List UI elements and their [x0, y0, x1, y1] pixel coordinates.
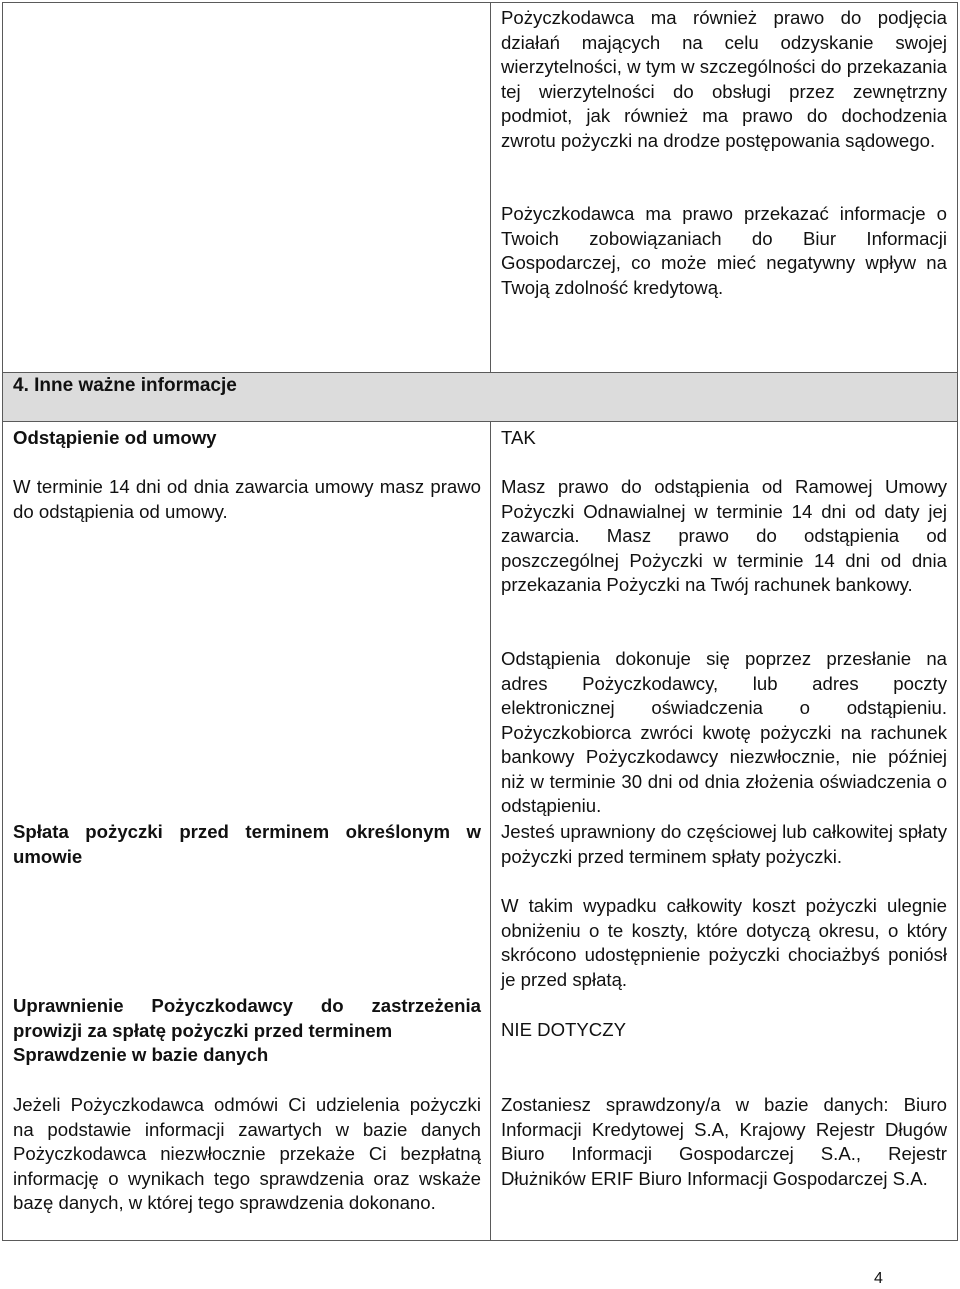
table-border-bottom [2, 1240, 958, 1241]
database-label: Sprawdzenie w bazie danych [13, 1044, 269, 1065]
withdrawal-description: W terminie 14 dni od dnia zawarcia umowy masz prawo do odstąpienia od umowy. [13, 476, 481, 522]
table-column-divider-top [490, 2, 491, 373]
database-description: Jeżeli Pożyczkodawca odmówi Ci udzielenia pożyczki na podstawie informacji zawartych w bazie danych Pożyczkodawca niezwłocznie przekaże Ci bezpłatną informację o wynikach tego sprawdzenia oraz wskaże bazę danych, w której tego sprawdzenia dokonano. [13, 1094, 481, 1213]
withdrawal-value: TAK [501, 427, 536, 448]
early-repayment-cost: W takim wypadku całkowity koszt pożyczki ulegnie obniżeniu o te koszty, które dotyczą okresu, o który skrócono udostępnienie pożyczki chociażbyś poniósł je przed spłatą. [501, 895, 947, 990]
table-border-right [957, 2, 958, 1241]
table-column-divider-bottom [490, 421, 491, 1241]
database-list: Zostaniesz sprawdzony/a w bazie danych: Biuro Informacji Kredytowej S.A, Krajowy Rejestr Długów Biuro Informacji Gospodarczej S.A., Rejestr Dłużników ERIF Biuro Informacji Gospodarczej S.A. [501, 1094, 947, 1189]
early-repayment-right: Jesteś uprawniony do częściowej lub całkowitej spłaty pożyczki przed terminem spłaty pożyczki. [501, 821, 947, 867]
withdrawal-procedure: Odstąpienia dokonuje się poprzez przesłanie na adres Pożyczkodawcy, lub adres poczty elektronicznej oświadczenia o odstąpieniu. Pożyczkobiorca zwróci kwotę pożyczki na rachunek bankowy Pożyczkodawcy niezwłocznie, nie później niż w terminie 30 dni od dnia złożenia oświadczenia o odstąpieniu. [501, 648, 947, 816]
withdrawal-terms: Masz prawo do odstąpienia od Ramowej Umowy Pożyczki Odnawialnej w terminie 14 dni od daty jej zawarcia. Masz prawo do odstąpienia od poszczególnej Pożyczki w terminie 14 dni od dnia przekazania Pożyczki na Twój rachunek bankowy. [501, 476, 947, 595]
credit-bureau-paragraph: Pożyczkodawca ma prawo przekazać informacje o Twoich zobowiązaniach do Biur Informacji Gospodarczej, co może mieć negatywny wpływ na Twoją zdolność kredytową. [501, 203, 947, 298]
table-border-section-bottom [2, 421, 958, 422]
commission-value: NIE DOTYCZY [501, 1019, 626, 1040]
withdrawal-label: Odstąpienie od umowy [13, 427, 217, 448]
early-repayment-label: Spłata pożyczki przed terminem określonym w umowie [13, 821, 481, 867]
table-border-top [2, 2, 958, 3]
enforcement-paragraph: Pożyczkodawca ma również prawo do podjęcia działań mających na celu odzyskanie swojej wierzytelności, w tym w szczególności do przekazania tej wierzytelności do obsługi przez zewnętrzny podmiot, jak również ma prawo do dochodzenia zwrotu pożyczki na drodze postępowania sądowego. [501, 7, 947, 151]
page-number: 4 [874, 1270, 883, 1287]
table-border-section-top [2, 372, 958, 373]
table-border-left [2, 2, 3, 1241]
commission-label: Uprawnienie Pożyczkodawcy do zastrzeżenia prowizji za spłatę pożyczki przed terminem [13, 995, 481, 1041]
section-title: 4. Inne ważne informacje [13, 375, 237, 396]
